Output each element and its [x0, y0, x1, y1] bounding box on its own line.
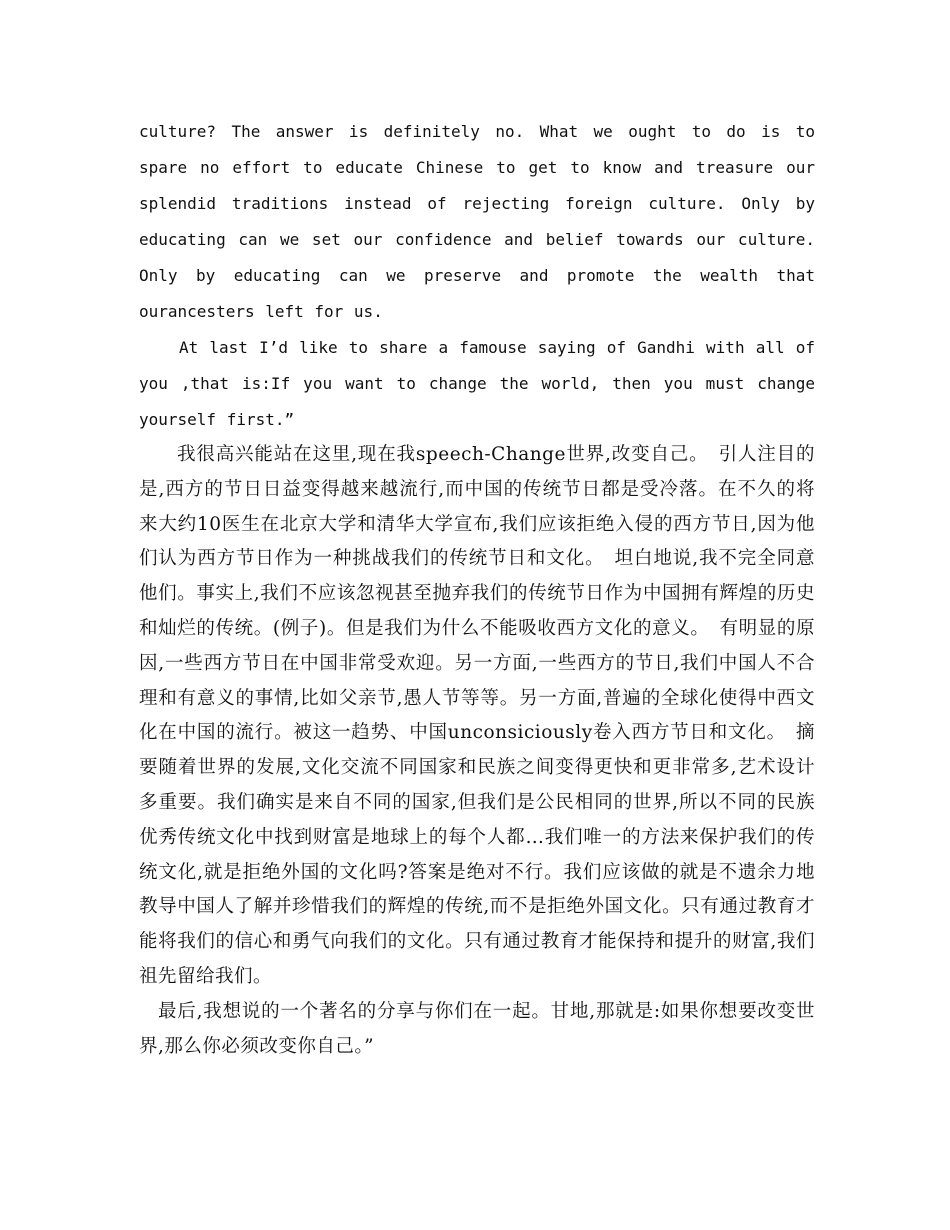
- english-paragraph-culture-answer: culture? The answer is definitely no. What we ought to do is to spare no effort to educate Chinese to get to know and treasure our splendid traditions instead of rejecting foreign culture. Only by educating can we set our confidence and belief towards our culture. Only by educating can we preserve and promote the wealth that ourancesters left for us.: [139, 122, 815, 321]
- chinese-paragraph-gandhi-quote: 最后,我想说的一个著名的分享与你们在一起。甘地,那就是:如果你想要改变世界,那么你必须改变你自己。”: [139, 1000, 815, 1057]
- english-paragraph-gandhi-quote: At last I’d like to share a famouse saying of Gandhi with all of you ,that is:If you want to change the world, then you must change yourself first.”: [139, 338, 815, 429]
- chinese-paragraph-main-speech: 我很高兴能站在这里,现在我speech-Change世界,改变自己。 引人注目的是,西方的节日日益变得越来越流行,而中国的传统节日都是受冷落。在不久的将来大约10医生在北京大学和清华大学宣布,我们应该拒绝入侵的西方节日,因为他们认为西方节日作为一种挑战我们的传统节日和文化。 坦白地说,我不完全同意他们。事实上,我们不应该忽视甚至抛弃我们的传统节日作为中国拥有辉煌的历史和灿烂的传统。(例子)。但是我们为什么不能吸收西方文化的意义。 有明显的原因,一些西方节日在中国非常受欢迎。另一方面,一些西方的节日,我们中国人不合理和有意义的事情,比如父亲节,愚人节等等。另一方面,普遍的全球化使得中西文化在中国的流行。被这一趋势、中国unconsiciously卷入西方节日和文化。 摘要随着世界的发展,文化交流不同国家和民族之间变得更快和更非常多,艺术设计多重要。我们确实是来自不同的国家,但我们是公民相同的世界,所以不同的民族优秀传统文化中找到财富是地球上的每个人都…我们唯一的方法来保护我们的传统文化,就是拒绝外国的文化吗?答案是绝对不行。我们应该做的就是不遗余力地教导中国人了解并珍惜我们的辉煌的传统,而不是拒绝外国文化。只有通过教育才能将我们的信心和勇气向我们的文化。只有通过教育才能保持和提升的财富,我们祖先留给我们。: [139, 444, 815, 987]
- document-body: [139, 114, 815, 1064]
